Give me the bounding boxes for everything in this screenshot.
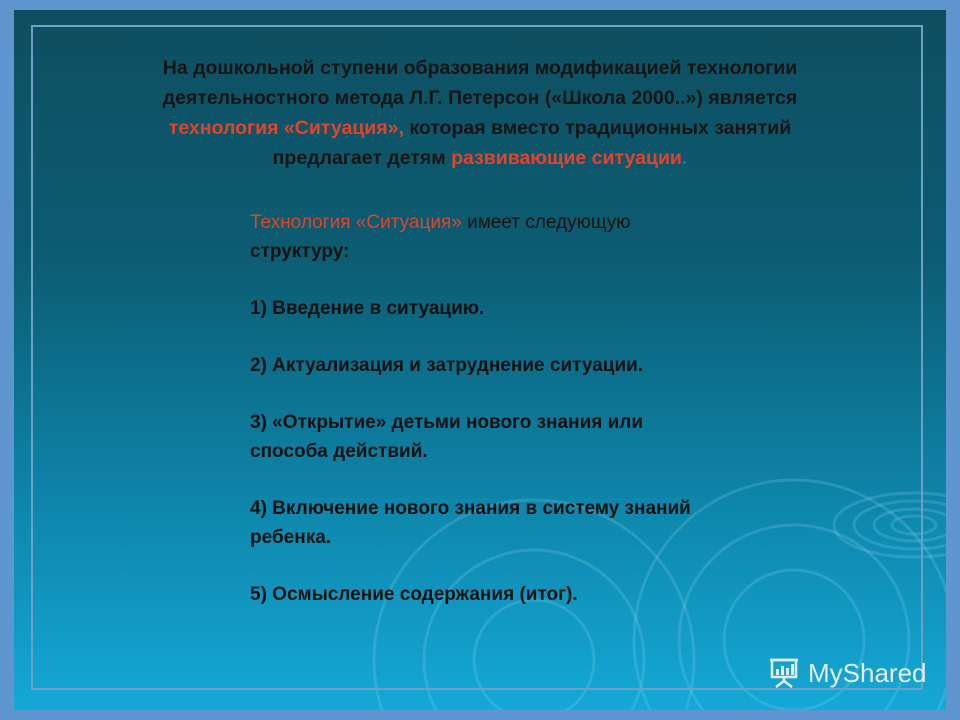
structure-item-4: 4) Включение нового знания в систему знаний ребенка. xyxy=(250,498,691,548)
intro-highlight-technology: технология «Ситуация», xyxy=(168,117,404,139)
watermark-text: MyShared xyxy=(808,657,927,688)
slide xyxy=(14,10,946,710)
structure-block xyxy=(250,208,720,637)
intro-paragraph xyxy=(132,53,828,173)
intro-text-1: На дошкольной ступени образования модификацией технологии деятельностного метода Л.Г. Петерсон («Школа 2000..») является xyxy=(162,57,798,109)
presentation-board-icon xyxy=(766,657,802,689)
structure-item-5: 5) Осмысление содержания (итог). xyxy=(250,584,578,605)
structure-item-3: 3) «Открытие» детьми нового знания или способа действий. xyxy=(250,412,644,462)
structure-title-rest: имеет следующую xyxy=(461,212,631,233)
intro-text-2: которая вместо традиционных занятий предлагает детям xyxy=(272,117,792,169)
structure-title xyxy=(250,208,720,266)
intro-end-dot: . xyxy=(681,147,688,169)
structure-title-bold: структуру: xyxy=(250,241,350,262)
structure-title-highlight: Технология «Ситуация» xyxy=(250,212,462,233)
myshared-watermark xyxy=(766,656,927,690)
intro-highlight-situations: развивающие ситуации xyxy=(451,147,682,169)
structure-item-1: 1) Введение в ситуацию. xyxy=(250,298,485,319)
structure-item-2: 2) Актуализация и затруднение ситуации. xyxy=(250,355,644,376)
